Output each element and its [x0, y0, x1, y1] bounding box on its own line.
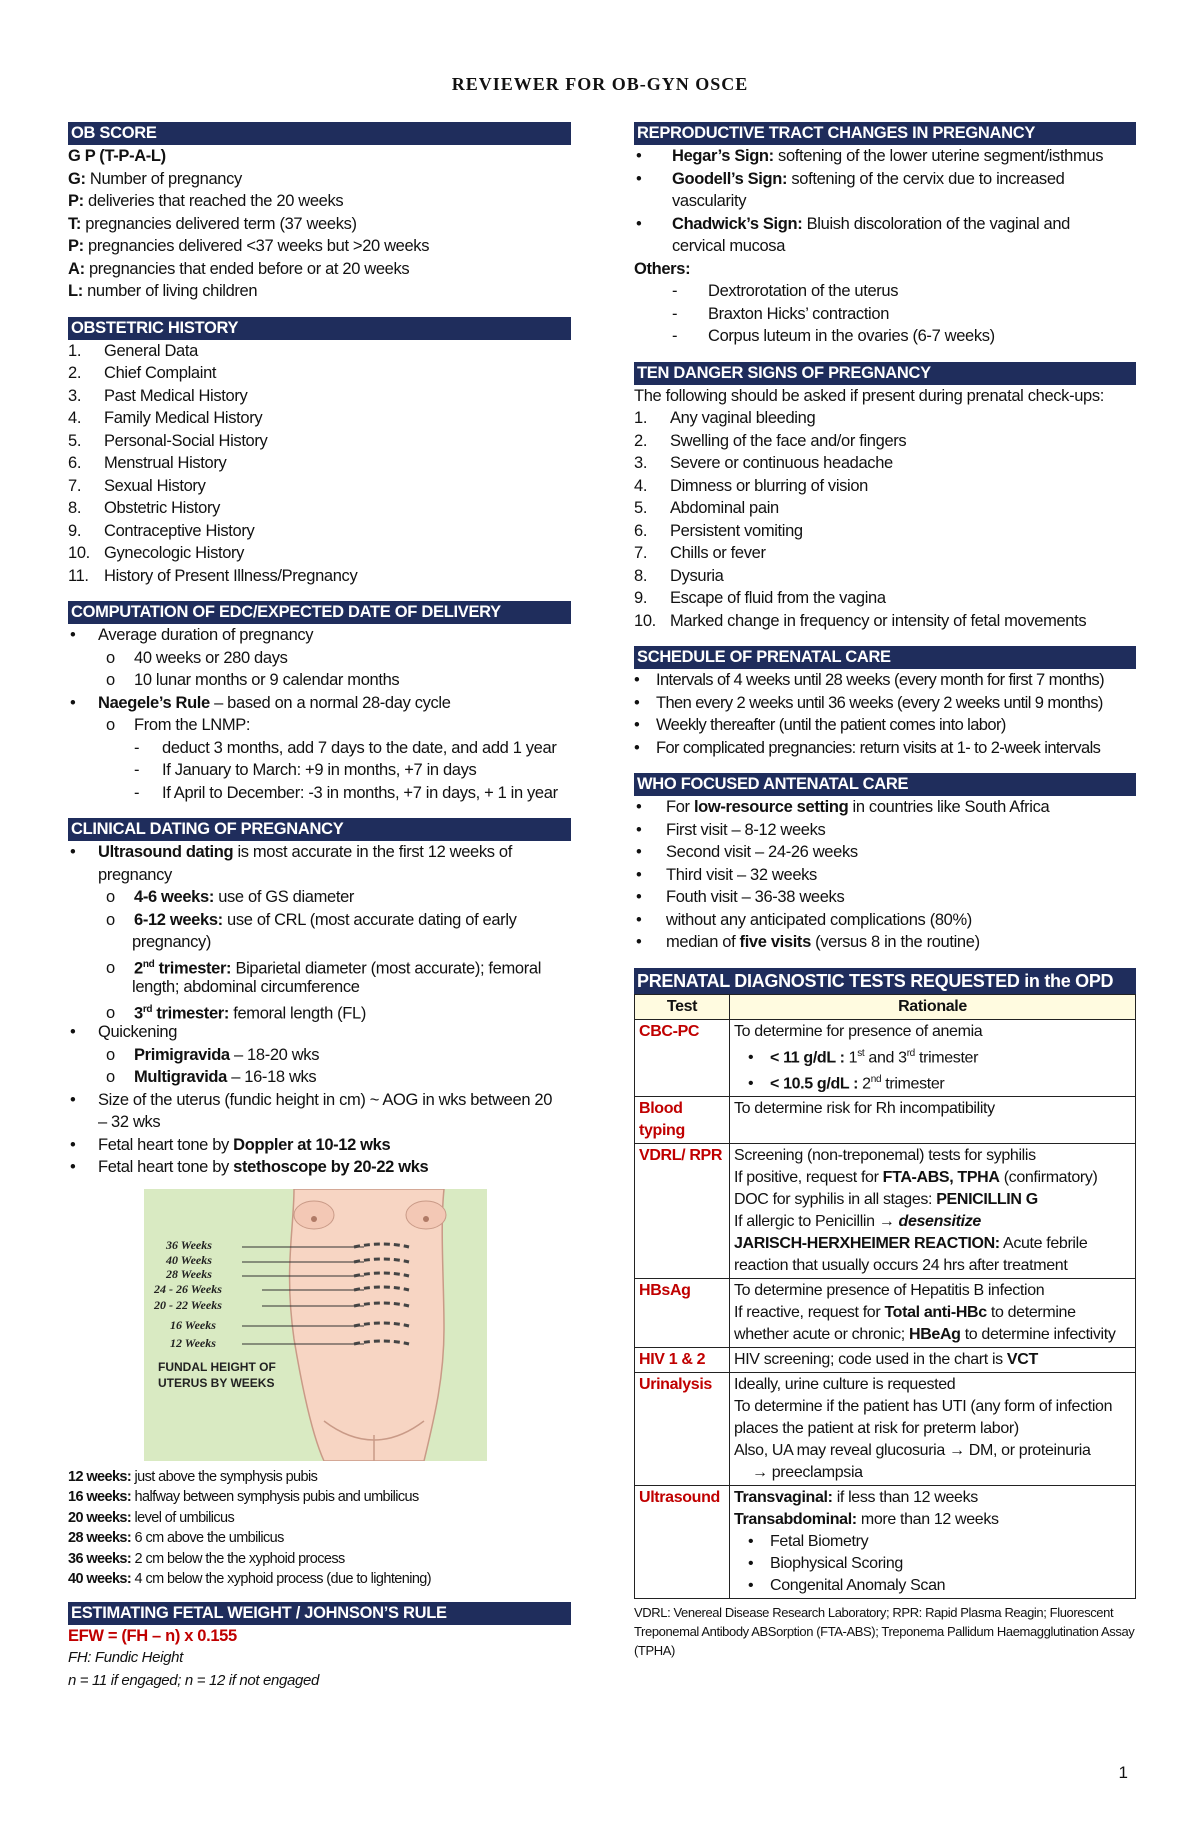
list-item: 4. Family Medical History: [68, 409, 263, 427]
table-row: [635, 1279, 1136, 1348]
list-item: 28 weeks: 6 cm above the umbilicus: [68, 1530, 284, 1546]
fetal-weight-section: [68, 1602, 571, 1693]
list-item: o 4-6 weeks: use of GS diameter: [106, 888, 355, 906]
clinical-dating-section: [68, 818, 571, 1179]
list-item: 6. Menstrual History: [68, 454, 227, 472]
fundal-height-figure: [144, 1189, 487, 1461]
test-name: HIV 1 & 2: [635, 1348, 730, 1373]
efw-formula: EFW = (FH – n) x 0.155: [68, 1626, 237, 1645]
list-item: • For low-resource setting in countries like South Africa: [636, 798, 1050, 816]
table-row: [635, 1486, 1136, 1599]
table-row: [635, 1348, 1136, 1373]
list-item: • Fetal heart tone by stethoscope by 20-22 wks: [70, 1158, 429, 1176]
list-item: • Third visit – 32 weeks: [636, 865, 817, 884]
list-item: 36 weeks: 2 cm below the the xyphoid process: [68, 1550, 345, 1567]
list-item: 8. Dysuria: [634, 566, 724, 585]
ob-score-formula: G P (T-P-A-L): [68, 147, 166, 165]
fig-label: 28 Weeks: [166, 1266, 212, 1281]
list-item: • Size of the uterus (fundic height in cm) ~ AOG in wks between 20: [70, 1090, 553, 1109]
list-item: - If January to March: +9 in months, +7 in days: [134, 761, 477, 779]
list-item: - Dextrorotation of the uterus: [672, 282, 899, 300]
fig-label: 12 Weeks: [170, 1335, 216, 1350]
list-item: o 10 lunar months or 9 calendar months: [106, 671, 400, 689]
list-item-cont: cervical mucosa: [672, 237, 786, 255]
table-footnote: VDRL: Venereal Disease Research Laboratory; RPR: Rapid Plasma Reagin; Fluorescent Treponemal Antibody ABSorption (FTA-ABS); Treponema Pallidum Haemagglutination Assay (TPHA): [634, 1605, 1135, 1659]
table-row: [635, 1144, 1136, 1279]
table-header-row: [635, 994, 1136, 1019]
table-row: [635, 1373, 1136, 1486]
list-item: 1. General Data: [68, 341, 198, 360]
list-item-cont: – 32 wks: [98, 1113, 161, 1131]
list-item: 16 weeks: halfway between symphysis pubis and umbilicus: [68, 1489, 419, 1505]
danger-signs-section: [634, 362, 1136, 633]
list-item: • Ultrasound dating is most accurate in the first 12 weeks of: [70, 843, 512, 861]
list-item: • median of five visits (versus 8 in the routine): [636, 933, 980, 951]
list-item: A: pregnancies that ended before or at 20 weeks: [68, 259, 410, 278]
fig-label: 20 - 22 Weeks: [154, 1297, 222, 1312]
test-name: Ultrasound: [635, 1486, 730, 1599]
column-header: Rationale: [730, 994, 1136, 1019]
section-header: ESTIMATING FETAL WEIGHT / JOHNSON’S RULE: [68, 1602, 571, 1625]
list-item: - Corpus luteum in the ovaries (6-7 weeks): [672, 327, 995, 345]
list-item: - deduct 3 months, add 7 days to the date, and add 1 year: [134, 738, 557, 757]
list-item: G: Number of pregnancy: [68, 169, 242, 188]
section-header: TEN DANGER SIGNS OF PREGNANCY: [634, 362, 1136, 385]
list-item: o 2nd trimester: Biparietal diameter (most accurate); femoral: [106, 958, 542, 977]
table-row: [635, 1019, 1136, 1097]
list-item-cont: pregnancy): [132, 933, 212, 951]
list-item: 4. Dimness or blurring of vision: [634, 476, 869, 495]
fig-label: 24 - 26 Weeks: [154, 1281, 222, 1296]
repro-section: [634, 122, 1136, 348]
fig-label: 16 Weeks: [170, 1317, 216, 1332]
list-item: - If April to December: -3 in months, +7 in days, + 1 in year: [134, 783, 558, 802]
efw-note: FH: Fundic Height: [68, 1649, 183, 1666]
list-item: T: pregnancies delivered term (37 weeks): [68, 214, 357, 233]
list-item-cont: pregnancy: [98, 865, 172, 884]
section-header: SCHEDULE OF PRENATAL CARE: [634, 646, 1136, 669]
test-rationale: Transvaginal: if less than 12 weeks Transabdominal: more than 12 weeks • Fetal Biometry • Biophysical Scoring • Congenital Anomaly Scan: [730, 1486, 1136, 1599]
list-item: 7. Sexual History: [68, 476, 206, 495]
list-item: o 3rd trimester: femoral length (FL): [106, 1003, 366, 1022]
schedule-section: [634, 646, 1136, 759]
right-column: [634, 122, 1136, 1660]
section-header: PRENATAL DIAGNOSTIC TESTS REQUESTED in the OPD: [634, 968, 1136, 994]
list-item: o Primigravida – 18-20 wks: [106, 1045, 320, 1064]
list-item: • Second visit – 24-26 weeks: [636, 843, 858, 861]
page-title: REVIEWER FOR OB-GYN OSCE: [451, 74, 749, 94]
efw-note: n = 11 if engaged; n = 12 if not engaged: [68, 1671, 319, 1689]
list-item: • Average duration of pregnancy: [70, 626, 314, 644]
list-item: o From the LNMP:: [106, 716, 251, 734]
others-label: Others:: [634, 259, 691, 278]
test-name: CBC-PC: [635, 1019, 730, 1097]
list-item: • Hegar’s Sign: softening of the lower uterine segment/isthmus: [636, 147, 1104, 165]
list-item: 2. Chief Complaint: [68, 364, 217, 382]
list-item: • Chadwick’s Sign: Bluish discoloration of the vaginal and: [636, 214, 1071, 233]
fundal-height-list: [68, 1467, 571, 1590]
list-item: • without any anticipated complications (80%): [636, 910, 972, 929]
list-item: 1. Any vaginal bleeding: [634, 409, 816, 427]
list-item: - Braxton Hicks’ contraction: [672, 304, 890, 323]
list-item: 20 weeks: level of umbilicus: [68, 1509, 235, 1526]
list-item: • Fetal heart tone by Doppler at 10-12 wks: [70, 1135, 391, 1154]
test-name: Urinalysis: [635, 1373, 730, 1486]
list-item: 12 weeks: just above the symphysis pubis: [68, 1468, 318, 1485]
fig-caption: FUNDAL HEIGHT OF: [158, 1359, 276, 1374]
section-header: REPRODUCTIVE TRACT CHANGES IN PREGNANCY: [634, 122, 1136, 145]
list-item: • Then every 2 weeks until 36 weeks (every 2 weeks until 9 months): [634, 693, 1103, 712]
list-item: o 40 weeks or 280 days: [106, 648, 288, 667]
test-name: VDRL/ RPR: [635, 1144, 730, 1279]
fig-caption: UTERUS BY WEEKS: [158, 1375, 275, 1390]
list-item-cont: vascularity: [672, 192, 747, 210]
list-item: 3. Past Medical History: [68, 386, 248, 405]
list-item-cont: length; abdominal circumference: [132, 978, 360, 996]
test-rationale: Ideally, urine culture is requested To determine if the patient has UTI (any form of infection places the patient at risk for preterm labor) Also, UA may reveal glucosuria → DM, or proteinuria → preeclampsia: [730, 1373, 1136, 1486]
list-item: 8. Obstetric History: [68, 499, 220, 517]
column-header: Test: [635, 994, 730, 1019]
list-item: • Weekly thereafter (until the patient comes into labor): [634, 716, 1006, 734]
list-item: L: number of living children: [68, 282, 258, 300]
list-item: • Intervals of 4 weeks until 28 weeks (every month for first 7 months): [634, 671, 1104, 689]
section-header: OB SCORE: [68, 122, 571, 145]
list-item: • Goodell’s Sign: softening of the cervix due to increased: [636, 169, 1065, 188]
fig-label: 40 Weeks: [166, 1252, 212, 1267]
list-item: • For complicated pregnancies: return visits at 1- to 2-week intervals: [634, 738, 1101, 757]
list-item: 10. Gynecologic History: [68, 544, 245, 562]
fig-label: 36 Weeks: [166, 1237, 212, 1252]
section-header: COMPUTATION OF EDC/EXPECTED DATE OF DELIVERY: [68, 601, 571, 624]
ob-score-section: [68, 122, 571, 303]
danger-intro: The following should be asked if present during prenatal check-ups:: [634, 386, 1105, 405]
list-item: 7. Chills or fever: [634, 544, 766, 562]
tests-section: [634, 968, 1136, 1661]
section-header: WHO FOCUSED ANTENATAL CARE: [634, 773, 1136, 796]
list-item: 40 weeks: 4 cm below the xyphoid process (due to lightening): [68, 1571, 431, 1587]
section-header: OBSTETRIC HISTORY: [68, 317, 571, 340]
list-item: 2. Swelling of the face and/or fingers: [634, 431, 907, 450]
test-rationale: To determine presence of Hepatitis B infection If reactive, request for Total anti-HBc to determine whether acute or chronic; HBeAg to determine infectivity: [730, 1279, 1136, 1348]
torso-illustration: [144, 1189, 487, 1461]
obstetric-history-section: [68, 317, 571, 588]
list-item: P: deliveries that reached the 20 weeks: [68, 192, 344, 210]
table-row: [635, 1097, 1136, 1144]
who-section: [634, 773, 1136, 954]
page-number: 1: [1118, 1763, 1128, 1782]
list-item: 5. Abdominal pain: [634, 499, 779, 517]
tests-table: [634, 994, 1136, 1600]
test-rationale: Screening (non-treponemal) tests for syphilis If positive, request for FTA-ABS, TPHA (confirmatory) DOC for syphilis in all stages: PENICILLIN G If allergic to Penicillin → desensitize JARISCH-HERXHEIMER REACTION: Acute febrile reaction that usually occurs 24 hrs after treatment: [730, 1144, 1136, 1279]
list-item: • First visit – 8-12 weeks: [636, 820, 826, 839]
list-item: • Quickening: [70, 1023, 178, 1041]
test-rationale: HIV screening; code used in the chart is VCT: [730, 1348, 1136, 1373]
test-rationale: To determine for presence of anemia • < 11 g/dL : 1st and 3rd trimester • < 10.5 g/dL : 2nd trimester: [730, 1019, 1136, 1097]
list-item: 9. Escape of fluid from the vagina: [634, 589, 886, 607]
list-item: o Multigravida – 16-18 wks: [106, 1068, 317, 1086]
test-rationale: To determine risk for Rh incompatibility: [730, 1097, 1136, 1144]
test-name: HBsAg: [635, 1279, 730, 1348]
edc-section: [68, 601, 571, 804]
section-header: CLINICAL DATING OF PREGNANCY: [68, 818, 571, 841]
list-item: 10. Marked change in frequency or intensity of fetal movements: [634, 611, 1087, 630]
list-item: 5. Personal-Social History: [68, 431, 268, 450]
left-column: [68, 122, 571, 1706]
list-item: P: pregnancies delivered <37 weeks but >20 weeks: [68, 237, 430, 255]
list-item: 6. Persistent vomiting: [634, 521, 803, 540]
test-name: Blood typing: [635, 1097, 730, 1144]
list-item: 9. Contraceptive History: [68, 521, 255, 540]
list-item: o 6-12 weeks: use of CRL (most accurate dating of early: [106, 910, 517, 929]
list-item: 11. History of Present Illness/Pregnancy: [68, 566, 358, 585]
list-item: 3. Severe or continuous headache: [634, 454, 893, 472]
list-item: • Naegele’s Rule – based on a normal 28-day cycle: [70, 693, 451, 712]
list-item: • Fouth visit – 36-38 weeks: [636, 888, 845, 906]
